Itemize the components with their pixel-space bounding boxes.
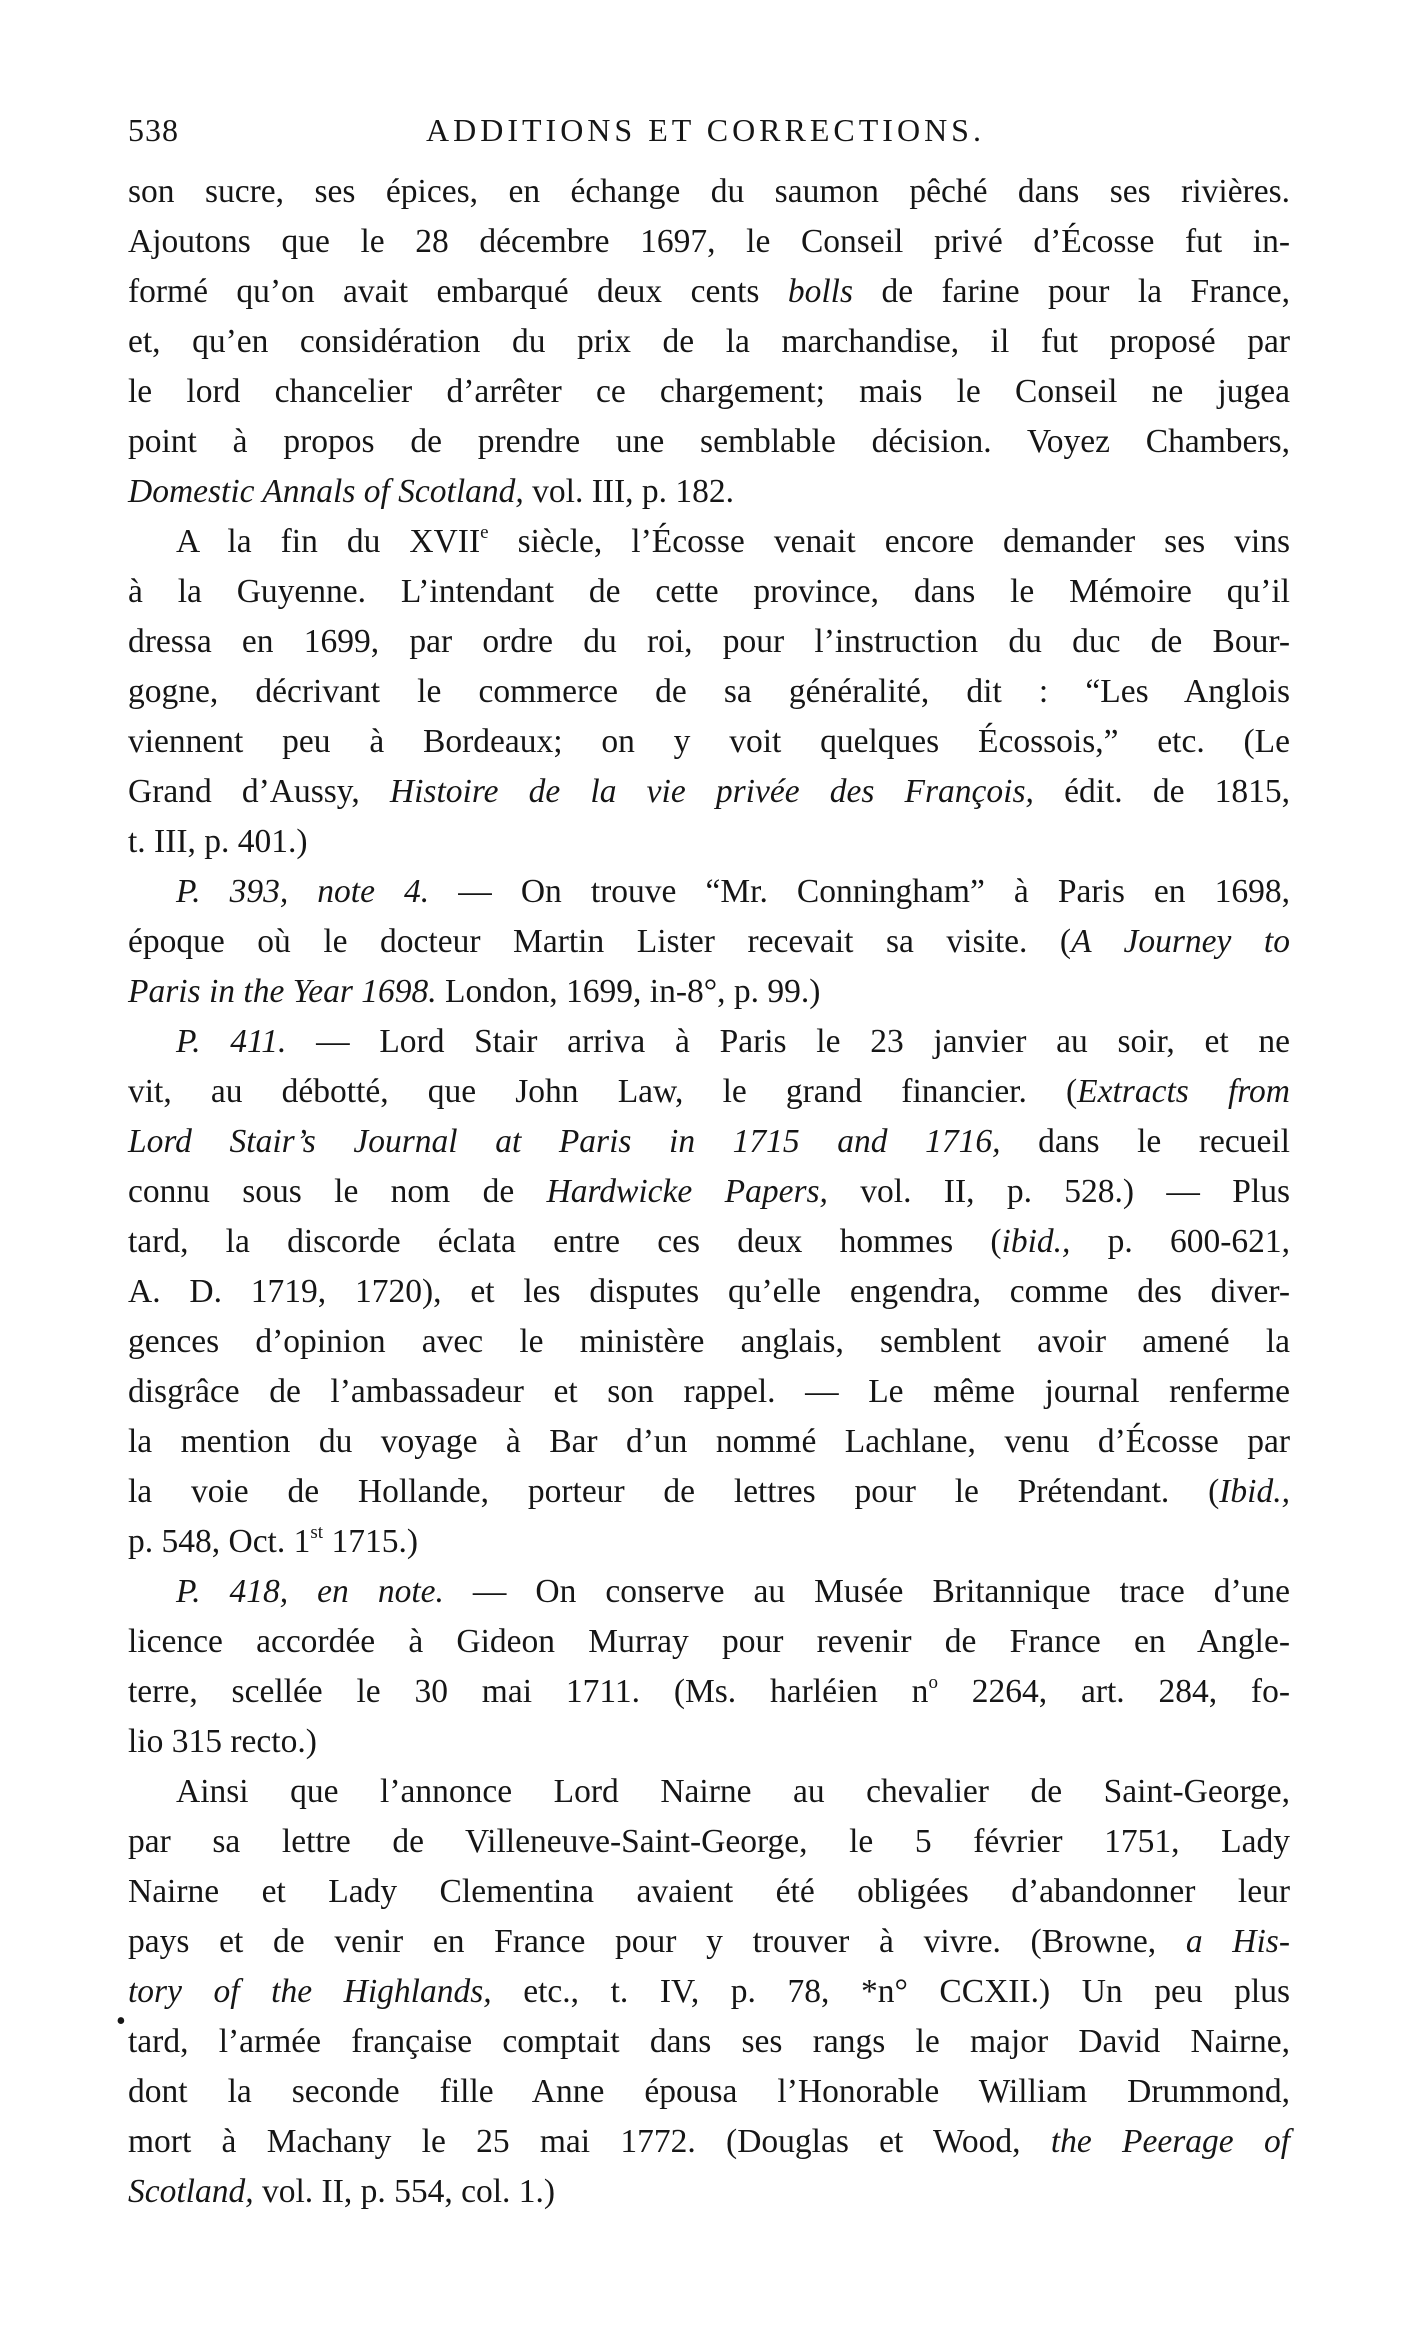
text-run: 2264, art. 284, fo- bbox=[937, 1673, 1290, 1710]
text-run: point à propos de prendre une semblable décision. Voyez Chambers, bbox=[128, 423, 1290, 460]
text-line bbox=[128, 1817, 1290, 1867]
text-line bbox=[128, 2117, 1290, 2167]
text-line bbox=[128, 2167, 1290, 2217]
text-line bbox=[128, 167, 1290, 217]
text-line bbox=[128, 917, 1290, 967]
italic-text: tory of the Highlands, bbox=[128, 1973, 492, 2010]
text-run: dressa en 1699, par ordre du roi, pour l’instruction du duc de Bour- bbox=[128, 623, 1290, 660]
text-line bbox=[128, 2067, 1290, 2117]
text-line bbox=[128, 867, 1290, 917]
text-run: dans le recueil bbox=[1000, 1123, 1290, 1160]
text-line bbox=[128, 1067, 1290, 1117]
text-run: London, 1699, in-8°, p. 99.) bbox=[436, 973, 821, 1010]
text-run: — On trouve “Mr. Conningham” à Paris en 1698, bbox=[429, 873, 1290, 910]
margin-mark: • bbox=[116, 2006, 126, 2037]
italic-text: Paris in the Year 1698. bbox=[128, 973, 437, 1010]
superscript: o bbox=[928, 1672, 938, 1693]
text-run: gences d’opinion avec le ministère anglais, semblent avoir amené la bbox=[128, 1323, 1290, 1360]
italic-text: ibid., bbox=[1001, 1223, 1071, 1260]
page bbox=[116, 0, 1294, 2343]
text-run: édit. de 1815, bbox=[1033, 773, 1291, 810]
text-run: pays et de venir en France pour y trouver à vivre. (Browne, bbox=[128, 1923, 1186, 1960]
text-run: de farine pour la France, bbox=[853, 273, 1290, 310]
text-run: viennent peu à Bordeaux; on y voit quelques Écossois,” etc. (Le bbox=[128, 723, 1290, 760]
text-line bbox=[128, 1117, 1290, 1167]
text-run: à la Guyenne. L’intendant de cette province, dans le Mémoire qu’il bbox=[128, 573, 1290, 610]
italic-text: Ibid., bbox=[1219, 1473, 1290, 1510]
text-line bbox=[128, 1867, 1290, 1917]
superscript: e bbox=[480, 522, 489, 543]
text-run: le lord chancelier d’arrêter ce chargement; mais le Conseil ne jugea bbox=[128, 373, 1290, 410]
page-number: 538 bbox=[128, 112, 179, 148]
text-run: et, qu’en considération du prix de la marchandise, il fut proposé par bbox=[128, 323, 1290, 360]
italic-text: Extracts from bbox=[1077, 1073, 1290, 1110]
text-line bbox=[128, 717, 1290, 767]
text-run: vol. III, p. 182. bbox=[523, 473, 735, 510]
text-line bbox=[128, 467, 1290, 517]
text-run: Grand d’Aussy, bbox=[128, 773, 390, 810]
text-run: la voie de Hollande, porteur de lettres pour le Prétendant. ( bbox=[128, 1473, 1220, 1510]
text-run: siècle, l’Écosse venait encore demander ses vins bbox=[488, 523, 1290, 560]
text-run: Nairne et Lady Clementina avaient été obligées d’abandonner leur bbox=[128, 1873, 1290, 1910]
text-line bbox=[128, 817, 1290, 867]
text-run: — On conserve au Musée Britannique trace d’une bbox=[443, 1573, 1290, 1610]
text-line bbox=[128, 967, 1290, 1017]
text-run: dont la seconde fille Anne épousa l’Honorable William Drummond, bbox=[128, 2073, 1290, 2110]
italic-text: A Journey to bbox=[1071, 923, 1290, 960]
page-header bbox=[124, 112, 1294, 156]
text-line bbox=[128, 1267, 1290, 1317]
text-line bbox=[128, 1467, 1290, 1517]
text-line bbox=[128, 367, 1290, 417]
italic-text: a His- bbox=[1185, 1923, 1290, 1960]
text-run: — Lord Stair arriva à Paris le 23 janvier au soir, et ne bbox=[286, 1023, 1290, 1060]
text-run: tard, la discorde éclata entre ces deux hommes ( bbox=[128, 1223, 1002, 1260]
text-run: vol. II, p. 528.) — Plus bbox=[827, 1173, 1291, 1210]
text-run: terre, scellée le 30 mai 1711. (Ms. harléien n bbox=[128, 1673, 929, 1710]
italic-text: the Peerage of bbox=[1050, 2123, 1290, 2160]
italic-text: P. 418, en note. bbox=[176, 1573, 444, 1610]
text-line bbox=[128, 1767, 1290, 1817]
text-line bbox=[128, 417, 1290, 467]
text-line bbox=[128, 2017, 1290, 2067]
text-line bbox=[128, 1017, 1290, 1067]
text-run: p. 548, Oct. 1 bbox=[128, 1523, 311, 1560]
text-line bbox=[128, 1567, 1290, 1617]
superscript: st bbox=[310, 1522, 324, 1543]
text-run: mort à Machany le 25 mai 1772. (Douglas et Wood, bbox=[128, 2123, 1051, 2160]
text-run: par sa lettre de Villeneuve-Saint-George, le 5 février 1751, Lady bbox=[128, 1823, 1290, 1860]
text-line bbox=[128, 1617, 1290, 1667]
text-run: t. III, p. 401.) bbox=[128, 823, 308, 860]
text-run: p. 600-621, bbox=[1070, 1223, 1291, 1260]
text-run: licence accordée à Gideon Murray pour revenir de France en Angle- bbox=[128, 1623, 1290, 1660]
text-line bbox=[128, 1967, 1290, 2017]
text-line bbox=[128, 617, 1290, 667]
text-line bbox=[128, 1167, 1290, 1217]
italic-text: Lord Stair’s Journal at Paris in 1715 and 1716, bbox=[128, 1123, 1001, 1160]
text-run: etc., t. IV, p. 78, *n° CCXII.) Un peu plus bbox=[491, 1973, 1290, 2010]
text-run: lio 315 recto.) bbox=[128, 1723, 317, 1760]
text-run: tard, l’armée française comptait dans ses rangs le major David Nairne, bbox=[128, 2023, 1290, 2060]
text-line bbox=[128, 1517, 1290, 1567]
italic-text: Scotland, bbox=[128, 2173, 254, 2210]
text-run: époque où le docteur Martin Lister recevait sa visite. ( bbox=[128, 923, 1072, 960]
text-line bbox=[128, 1367, 1290, 1417]
text-line bbox=[128, 1717, 1290, 1767]
italic-text: Histoire de la vie privée des François, bbox=[389, 773, 1034, 810]
text-line bbox=[128, 1317, 1290, 1367]
italic-text: Hardwicke Papers, bbox=[546, 1173, 828, 1210]
text-run: gogne, décrivant le commerce de sa généralité, dit : “Les Anglois bbox=[128, 673, 1290, 710]
text-run: A la fin du XVII bbox=[176, 523, 481, 560]
text-line bbox=[128, 1917, 1290, 1967]
text-line bbox=[128, 517, 1290, 567]
italic-text: bolls bbox=[787, 273, 854, 310]
text-run: la mention du voyage à Bar d’un nommé Lachlane, venu d’Écosse par bbox=[128, 1423, 1290, 1460]
text-line bbox=[128, 567, 1290, 617]
text-line bbox=[128, 1417, 1290, 1467]
text-run: vol. II, p. 554, col. 1.) bbox=[253, 2173, 556, 2210]
text-run: formé qu’on avait embarqué deux cents bbox=[128, 273, 788, 310]
text-line bbox=[128, 767, 1290, 817]
text-run: 1715.) bbox=[323, 1523, 418, 1560]
text-run: Ajoutons que le 28 décembre 1697, le Conseil privé d’Écosse fut in- bbox=[128, 223, 1290, 260]
text-line bbox=[128, 217, 1290, 267]
running-title: ADDITIONS ET CORRECTIONS. bbox=[426, 112, 985, 148]
text-line bbox=[128, 1667, 1290, 1717]
text-run: connu sous le nom de bbox=[128, 1173, 547, 1210]
text-run: vit, au débotté, que John Law, le grand financier. ( bbox=[128, 1073, 1078, 1110]
text-line bbox=[128, 317, 1290, 367]
text-line bbox=[128, 667, 1290, 717]
text-run: Ainsi que l’annonce Lord Nairne au chevalier de Saint-George, bbox=[176, 1773, 1290, 1810]
body-text bbox=[116, 167, 1291, 2217]
text-run: son sucre, ses épices, en échange du saumon pêché dans ses rivières. bbox=[128, 173, 1290, 210]
italic-text: P. 393, note 4. bbox=[176, 873, 430, 910]
text-run: A. D. 1719, 1720), et les disputes qu’elle engendra, comme des diver- bbox=[128, 1273, 1290, 1310]
text-line bbox=[128, 267, 1290, 317]
italic-text: P. 411. bbox=[176, 1023, 287, 1060]
text-run: disgrâce de l’ambassadeur et son rappel. — Le même journal renferme bbox=[128, 1373, 1290, 1410]
text-line bbox=[128, 1217, 1290, 1267]
italic-text: Domestic Annals of Scotland, bbox=[128, 473, 524, 510]
